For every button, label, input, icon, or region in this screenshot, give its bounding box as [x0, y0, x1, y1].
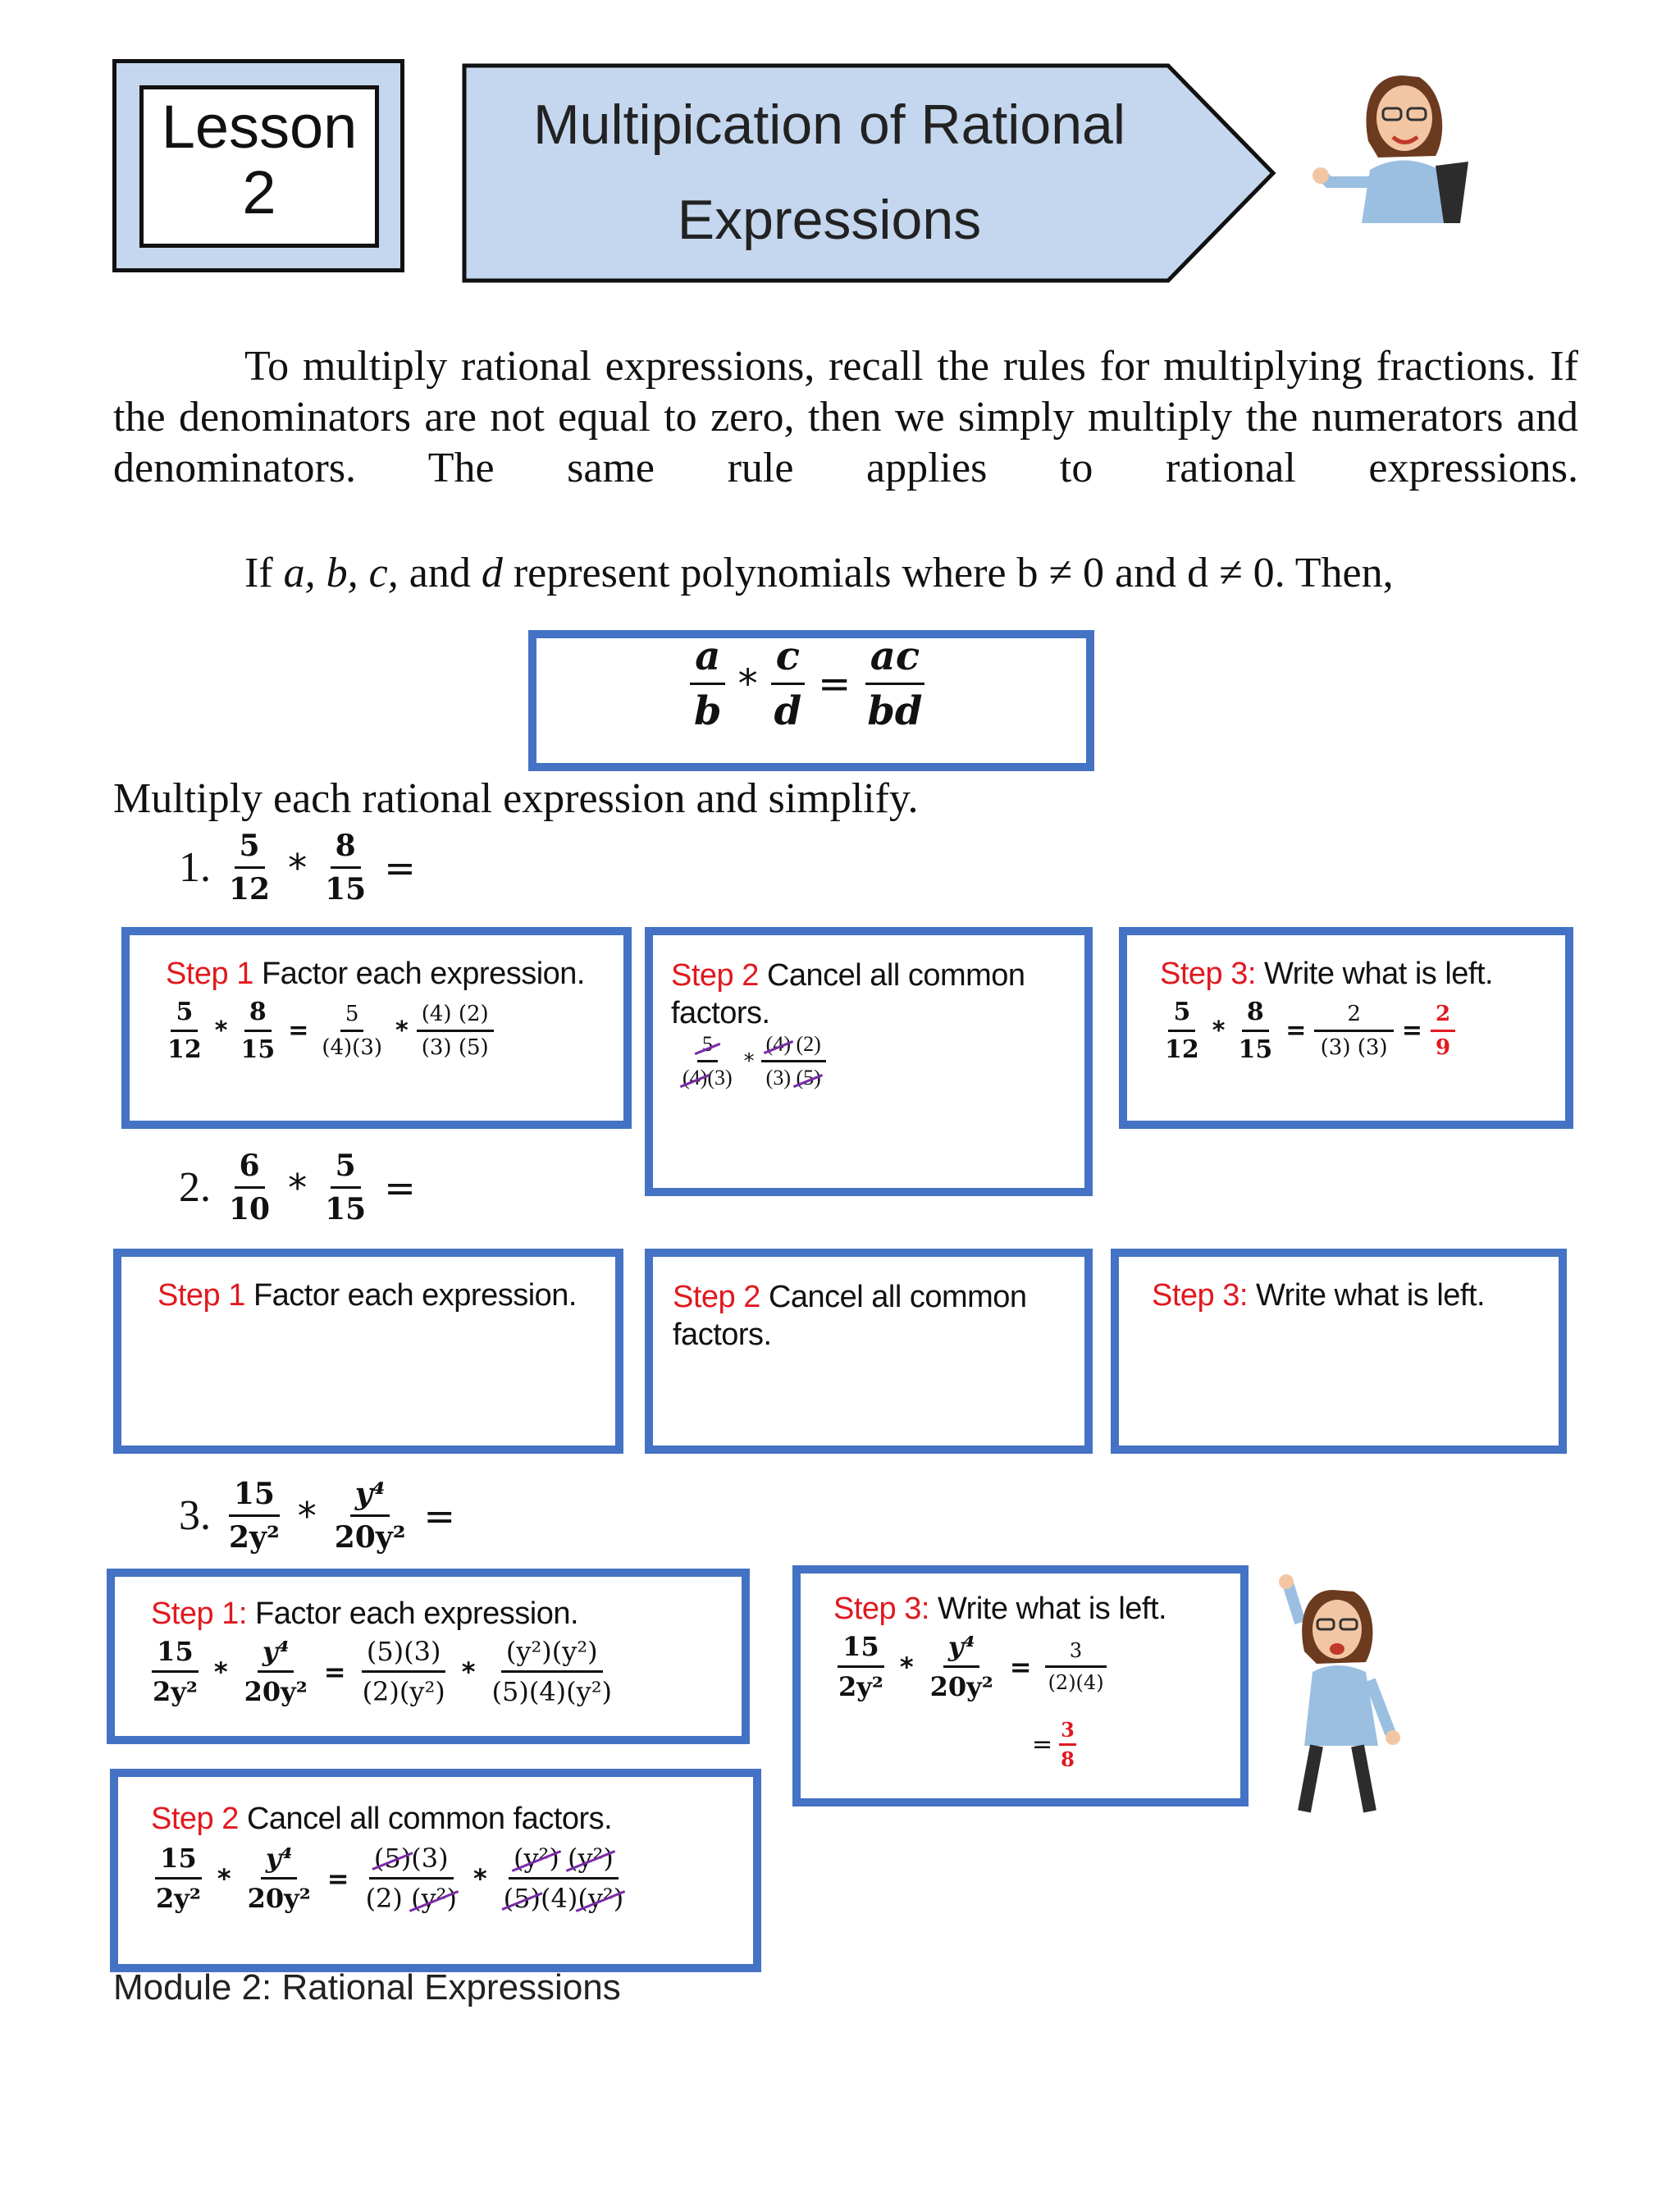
p1-step3-box: [1119, 927, 1573, 1129]
lesson-label: Lesson: [161, 93, 358, 161]
lesson-label-box: [139, 85, 379, 248]
p3-step3-answer: = $\frac{3}{8}$: [1032, 1718, 1075, 1771]
p3-step1-work: $\frac{15}{\text{2y²}}$ * $\frac{\text{y⁴}}{\text{20y²}}$ = $\frac{(5)(3)}{\text{(2)(y²)}}$ * $\frac{\text{(y²)(y²)}}{\text{(5)(4)(y²)}}$: [153, 1636, 613, 1707]
page-title: Multipication of Rational Expressions: [533, 94, 1125, 251]
p1-step3-work: $\frac{5}{12}$ * $\frac{8}{15}$ = $\frac{2}{(3) (3)}$ = $\frac{2}{9}$: [1160, 998, 1455, 1064]
intro-paragraph: To multiply rational expressions, recall the rules for multiplying fractions. If the denominators are not equal to zero, then we simply multiply the numerators and denominators. The same rule applies to rational expressions.: [113, 343, 1578, 491]
p1-step1-work: $\frac{5}{12}$ * $\frac{8}{15}$ = $\frac{5}{(4)(3)}$ * $\frac{(4) (2)}{(3) (5)}$: [162, 998, 494, 1064]
p1-step2-work: $\frac{5}{(4)(3)}$ * $\frac{(4) (2)}{(3) (5)}$: [678, 1032, 826, 1090]
footer-module-label: Module 2: Rational Expressions: [113, 1967, 621, 2007]
p3-step3-box: [792, 1565, 1249, 1806]
p2-step1-title: Step 1 Factor each expression.: [158, 1278, 577, 1313]
p2-step3-title: Step 3: Write what is left.: [1152, 1278, 1486, 1313]
p2-step1-box: [113, 1249, 623, 1454]
p1-step2-box: [645, 927, 1093, 1196]
p3-step1-title: Step 1: Factor each expression.: [151, 1596, 579, 1631]
problem-1: 1. $\frac{5}{12}$ * $\frac{8}{15}$ =: [179, 829, 416, 907]
teacher-avatar-icon: [1304, 59, 1509, 231]
problem-3: 3. $\frac{15}{\text{2y²}}$ * $\frac{\text{y⁴}}{\text{20y²}}$ =: [179, 1477, 456, 1555]
p3-step3-title: Step 3: Write what is left.: [833, 1592, 1167, 1626]
p1-step2-title: Step 2 Cancel all common factors.: [671, 958, 1025, 1030]
teacher-waving-icon: [1255, 1574, 1419, 1828]
instruction-text: Multiply each rational expression and simplify.: [113, 775, 919, 822]
p2-step2-box: [645, 1249, 1093, 1454]
problem-2: 2. $\frac{6}{10}$ * $\frac{5}{15}$ =: [179, 1149, 416, 1226]
p2-step2-title: Step 2 Cancel all common factors.: [673, 1280, 1027, 1352]
p3-step2-title: Step 2 Cancel all common factors.: [151, 1802, 613, 1836]
p2-step3-box: [1111, 1249, 1567, 1454]
multiplication-rule: $\frac{a}{b}$ * $\frac{c}{d}$ = $\frac{ac}{bd}$: [689, 633, 927, 734]
p3-step2-box: [110, 1769, 761, 1972]
lesson-number: 2: [242, 158, 276, 226]
p3-step3-work: $\frac{15}{\text{2y²}}$ * $\frac{\text{y⁴}}{\text{20y²}}$ = $\frac{3}{(2)(4)}$: [833, 1631, 1109, 1702]
p1-step1-box: [121, 927, 632, 1129]
p1-step3-title: Step 3: Write what is left.: [1160, 957, 1494, 991]
p1-step1-title: Step 1 Factor each expression.: [166, 957, 585, 991]
p3-step1-box: [107, 1569, 750, 1744]
p3-step2-work: $\frac{15}{\text{2y²}}$ * $\frac{\text{y⁴}}{\text{20y²}}$ = $\frac{(5)(3)}{\text{(2) (y²)}}$ * $\frac{\text{(y²) (y²)}}{\text{(5)(4)(y²)}}$: [156, 1843, 624, 1914]
intro-condition: If a, b, c, and d represent polynomials where b ≠ 0 and d ≠ 0. Then,: [244, 550, 1394, 596]
